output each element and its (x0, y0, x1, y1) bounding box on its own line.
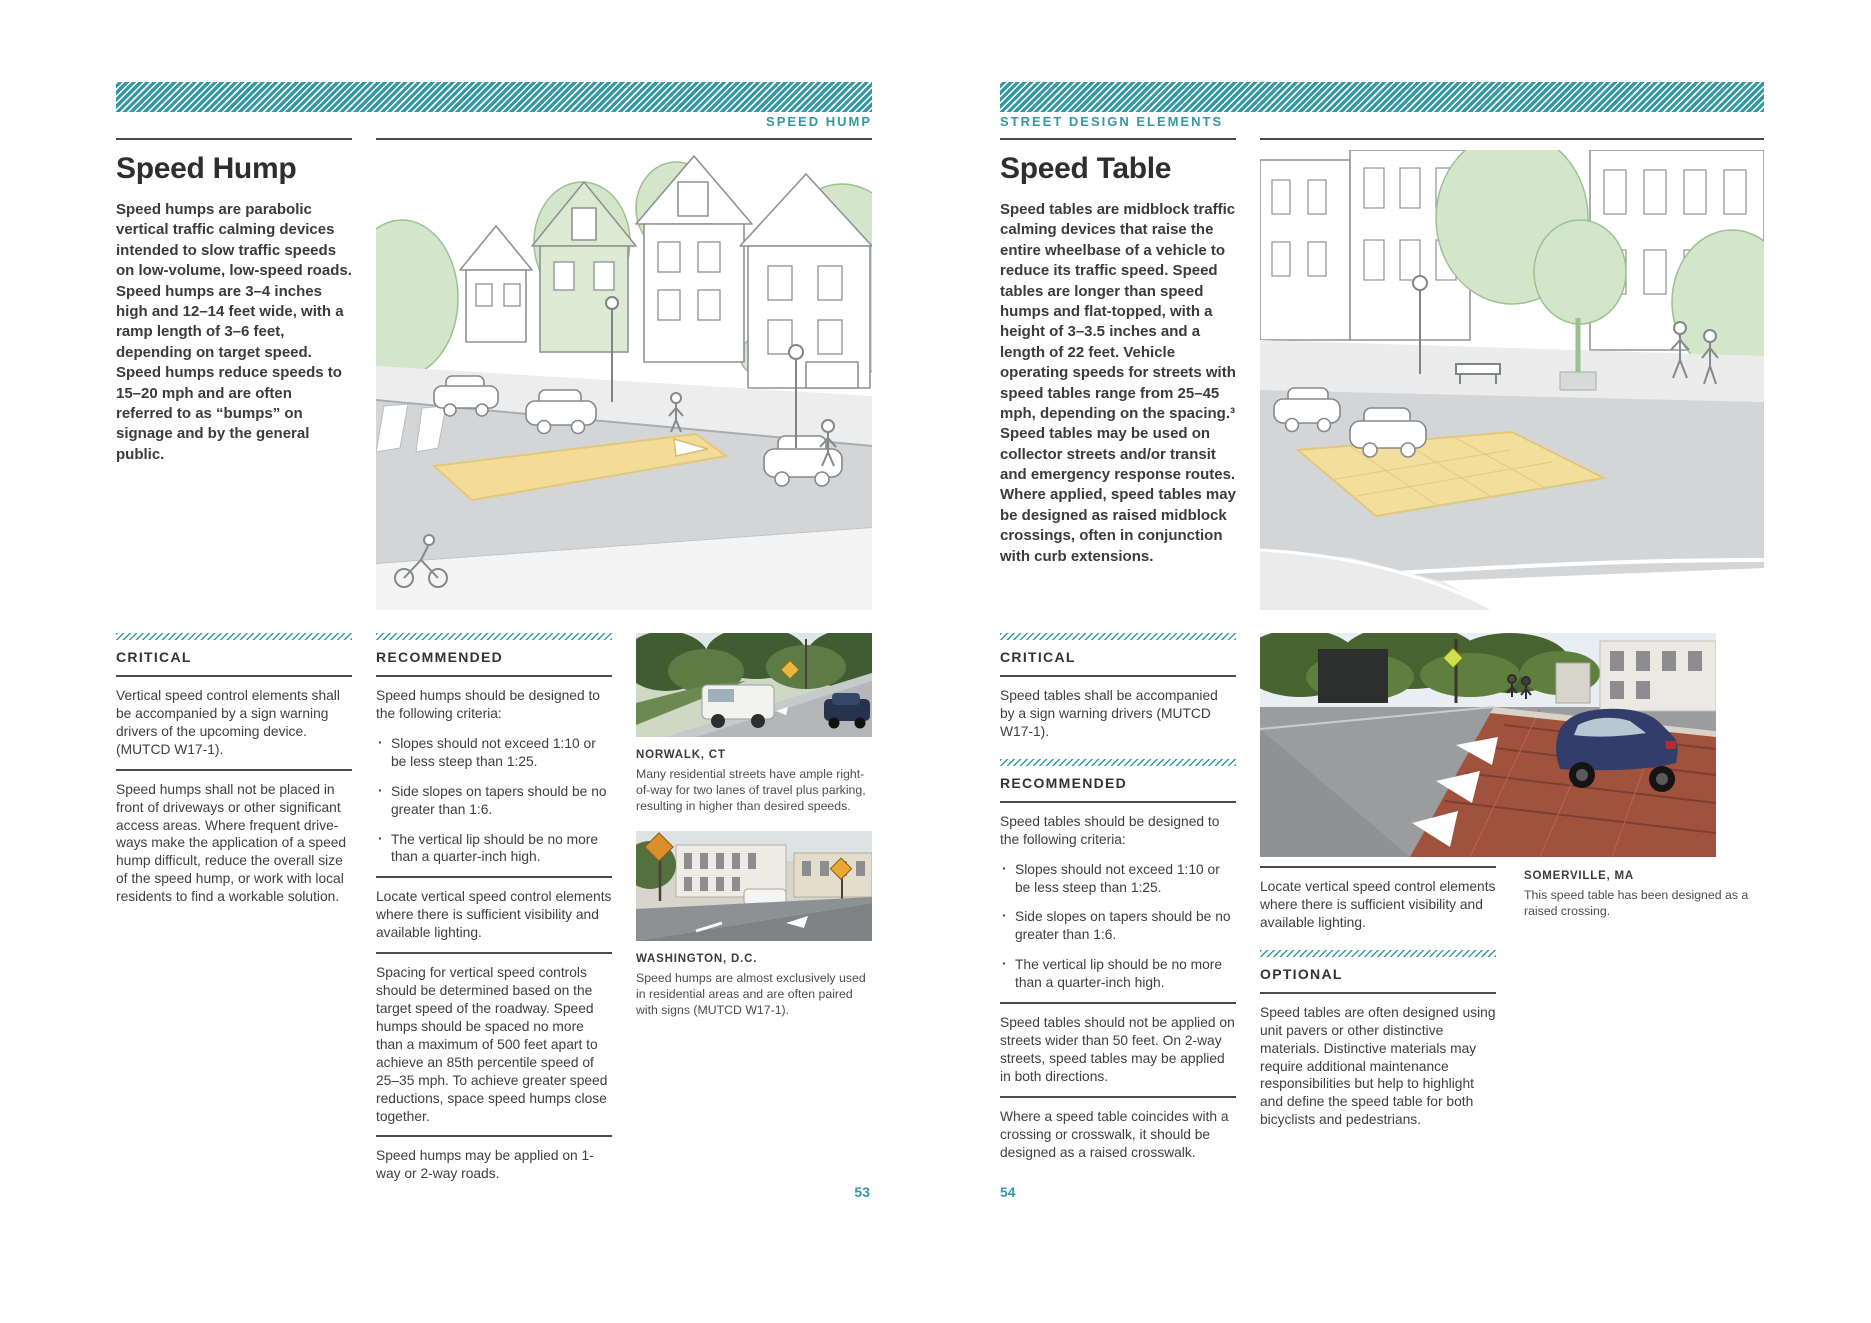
divider-rule (116, 675, 352, 677)
section-hatch (376, 633, 612, 640)
bullet-item: · Slopes should not exceed 1:10 or be less steep than 1:25. (1000, 861, 1236, 897)
recommended-paragraph: Speed humps may be applied on 1-way or 2-way roads. (376, 1148, 594, 1182)
divider-rule (376, 876, 612, 878)
photo-caption: This speed table has been designed as a raised crossing. (1524, 888, 1749, 919)
divider-rule (376, 675, 612, 677)
recommended-paragraph: Where a speed table coincides with a crossing or crosswalk, it should be designed as a raised crosswalk. (1000, 1108, 1229, 1160)
page-number: 54 (1000, 1184, 1016, 1200)
intro-paragraph: Speed tables are midblock traffic calming devices that raise the entire wheelbase of a vehicle to reduce its traffic speed. Speed tables are longer than speed humps and flat-topped, with a height of 3–3.5 inches and a length of 22 feet. Vehicle operating speeds for streets with speed tables range from 25–45 mph, depending on the spacing.³ Speed tables may be used on collector streets and/or transit and emergency response routes. Where applied, speed tables may be designed as raised midblock crossings, often in conjunction with curb extensions. (1000, 201, 1236, 565)
photo-caption: Many residential streets have ample right-of-way for two lanes of travel plus parking, resulting in higher than desired speeds. (636, 767, 866, 814)
bullet-item: · Side slopes on tapers should be no greater than 1:6. (1000, 908, 1236, 944)
section-hatch (116, 633, 352, 640)
norwalk-photo-image (636, 633, 872, 737)
divider-rule (1260, 866, 1496, 868)
sidebar-column (1260, 866, 1496, 1129)
recommended-lead: Speed tables should be designed to the following criteria: (1000, 813, 1220, 847)
washington-photo-image (636, 831, 872, 941)
locate-paragraph: Locate vertical speed control elements where there is sufficient visibility and available lighting. (1260, 879, 1496, 930)
photo-column (636, 633, 872, 1018)
recommended-section (1000, 759, 1236, 1162)
divider-rule (1000, 675, 1236, 677)
speed-hump-drawing (376, 150, 872, 610)
speed-hump-illustration (376, 138, 872, 608)
optional-paragraph: Speed tables are often designed using unit pavers or other distinctive materials. Distinctive materials may require additional maintenance responsibilities but help to highlight and define the speed table for both bicyclists and pedestrians. (1260, 1004, 1496, 1128)
column-rule (1260, 138, 1764, 140)
section-hatch (1000, 633, 1236, 640)
bullet-item: · The vertical lip should be no more than a quarter-inch high. (376, 831, 612, 867)
photo-location: NORWALK, CT (636, 749, 726, 761)
section-hatch (1000, 759, 1236, 766)
column-rule (376, 138, 872, 140)
somerville-photo (1260, 633, 1716, 857)
bullet-item: · Slopes should not exceed 1:10 or be less steep than 1:25. (376, 735, 612, 771)
running-header-left: SPEED HUMP (766, 114, 872, 129)
critical-paragraph: Vertical speed control elements shall be accompanied by a sign warning drivers of the upcoming device. (MUTCD W17-1). (116, 688, 340, 757)
divider-rule (376, 952, 612, 954)
optional-section (1260, 950, 1496, 1129)
section-hatch (1260, 950, 1496, 957)
recommended-heading: RECOMMENDED (1000, 774, 1128, 791)
recommended-heading: RECOMMENDED (376, 649, 504, 665)
critical-heading: CRITICAL (116, 649, 192, 665)
divider-rule (376, 1135, 612, 1137)
recommended-paragraph: Spacing for vertical speed controls should be determined based on the target speed of the roadway. Speed humps should be spaced no more than a maximum of 500 feet apart to achieve an 85th percentile speed of 25–35 mph. To achieve greater speed reductions, space speed humps close together. (376, 965, 608, 1124)
speed-table-drawing (1260, 150, 1764, 610)
critical-heading: CRITICAL (1000, 649, 1076, 665)
photo-caption: Speed humps are almost exclusively used in residential areas and are often paired with signs (MUTCD W17-1). (636, 970, 866, 1018)
recommended-paragraph: Locate vertical speed control elements where there is sufficient visibility and available lighting. (376, 889, 612, 941)
page-speed-hump (116, 0, 872, 1323)
optional-heading: OPTIONAL (1260, 965, 1343, 982)
recommended-paragraph: Speed tables should not be applied on streets wider than 50 feet. On 2-way streets, speed tables may be applied in both directions. (1000, 1015, 1235, 1084)
recommended-lead: Speed humps should be designed to the following criteria: (376, 688, 600, 721)
divider-rule (1000, 1096, 1236, 1098)
critical-section (1000, 633, 1236, 741)
critical-paragraph: Speed humps shall not be placed in front of driveways or other significant access areas. Where frequent drive-ways make the application of a speed hump difficult, reduce the overall size of the speed hump, or work with local residents to find a workable solution. (116, 781, 347, 905)
page-title: Speed Table (1000, 152, 1172, 185)
divider-rule (1260, 992, 1496, 994)
divider-rule (116, 769, 352, 771)
divider-rule (1000, 801, 1236, 803)
column-rule (1000, 138, 1236, 140)
recommended-section (376, 633, 612, 1183)
column-rule (116, 138, 352, 140)
running-header-right: STREET DESIGN ELEMENTS (1000, 114, 1224, 129)
speed-table-illustration (1260, 138, 1764, 608)
photo-caption-column (1524, 858, 1760, 919)
divider-rule (1000, 1002, 1236, 1004)
top-hatched-banner (1000, 82, 1764, 112)
intro-column (1000, 138, 1236, 567)
critical-section (116, 633, 352, 906)
guidance-column (1000, 633, 1236, 1162)
page-title: Speed Hump (116, 152, 297, 185)
page-speed-table (1000, 0, 1764, 1323)
washington-photo (636, 831, 872, 941)
intro-paragraph: Speed humps are parabolic vertical traffic calming devices intended to slow traffic speeds on low-volume, low-speed roads. Speed humps are 3–4 inches high and 12–14 feet wide, with a ramp length of 3–6 feet, depending on target speed. Speed humps reduce speeds to 15–20 mph and are often referred to as “bumps” on signage and by the general public. (116, 201, 352, 463)
norwalk-photo (636, 633, 872, 737)
intro-column (116, 138, 352, 465)
photo-location: SOMERVILLE, MA (1524, 870, 1635, 882)
top-hatched-banner (116, 82, 872, 112)
somerville-photo-image (1260, 633, 1716, 857)
bullet-item: · The vertical lip should be no more than a quarter-inch high. (1000, 956, 1236, 992)
page-number: 53 (854, 1184, 870, 1200)
bullet-item: · Side slopes on tapers should be no greater than 1:6. (376, 783, 612, 819)
critical-paragraph: Speed tables shall be accompanied by a sign warning drivers (MUTCD W17-1). (1000, 688, 1218, 739)
photo-location: WASHINGTON, D.C. (636, 952, 758, 965)
